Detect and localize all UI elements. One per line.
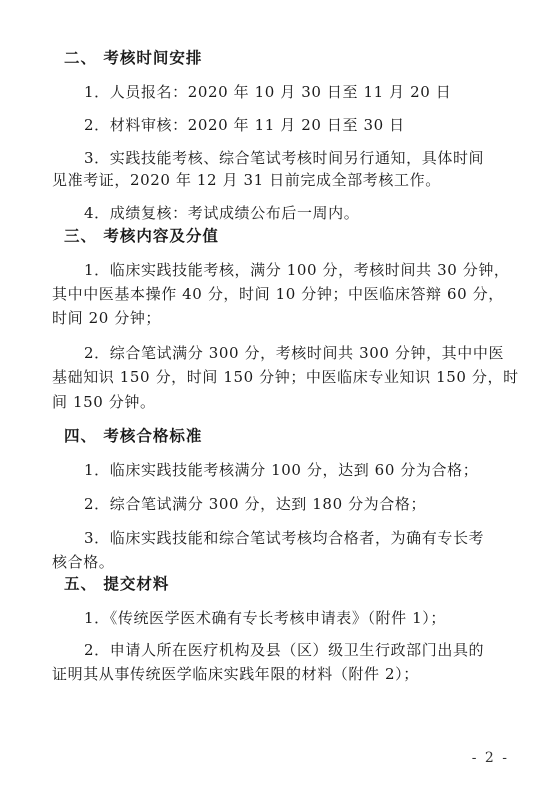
- paragraph-line: 核合格。: [52, 553, 115, 571]
- section-heading-2: 二、 考核时间安排: [64, 49, 203, 67]
- section-heading-4: 四、 考核合格标准: [64, 427, 203, 445]
- paragraph-line: 其中中医基本操作 40 分，时间 10 分钟；中医临床答辩 60 分，: [52, 285, 504, 303]
- paragraph-line: 1．临床实践技能考核，满分 100 分，考核时间共 30 分钟，: [84, 261, 510, 279]
- paragraph-line: 1．《传统医学医术确有专长考核申请表》（附件 1）；: [84, 609, 446, 627]
- page-number: - 2 -: [471, 750, 509, 766]
- paragraph-line: 3．临床实践技能和综合笔试考核均合格者，为确有专长考: [84, 529, 485, 547]
- paragraph-line: 基础知识 150 分，时间 150 分钟；中医临床专业知识 150 分，时: [52, 368, 519, 386]
- paragraph-line: 2．综合笔试满分 300 分，达到 180 分为合格；: [84, 495, 427, 513]
- paragraph-line: 2．综合笔试满分 300 分，考核时间共 300 分钟，其中中医: [84, 344, 505, 362]
- paragraph-line: 时间 20 分钟；: [52, 309, 162, 327]
- section-heading-3: 三、 考核内容及分值: [64, 227, 219, 245]
- paragraph-line: 3．实践技能考核、综合笔试考核时间另行通知，具体时间: [84, 149, 485, 167]
- paragraph-line: 1．临床实践技能考核满分 100 分，达到 60 分为合格；: [84, 461, 479, 479]
- paragraph-line: 4．成绩复核：考试成绩公布后一周内。: [84, 204, 360, 222]
- section-heading-5: 五、 提交材料: [64, 575, 170, 593]
- paragraph-line: 见准考证，2020 年 12 月 31 日前完成全部考核工作。: [52, 171, 441, 189]
- paragraph-line: 间 150 分钟。: [52, 393, 156, 411]
- paragraph-line: 证明其从事传统医学临床实践年限的材料（附件 2）；: [52, 665, 419, 683]
- paragraph-line: 2．材料审核：2020 年 11 月 20 日至 30 日: [84, 116, 405, 134]
- paragraph-line: 1．人员报名：2020 年 10 月 30 日至 11 月 20 日: [84, 83, 452, 101]
- paragraph-line: 2．申请人所在医疗机构及县（区）级卫生行政部门出具的: [84, 641, 485, 659]
